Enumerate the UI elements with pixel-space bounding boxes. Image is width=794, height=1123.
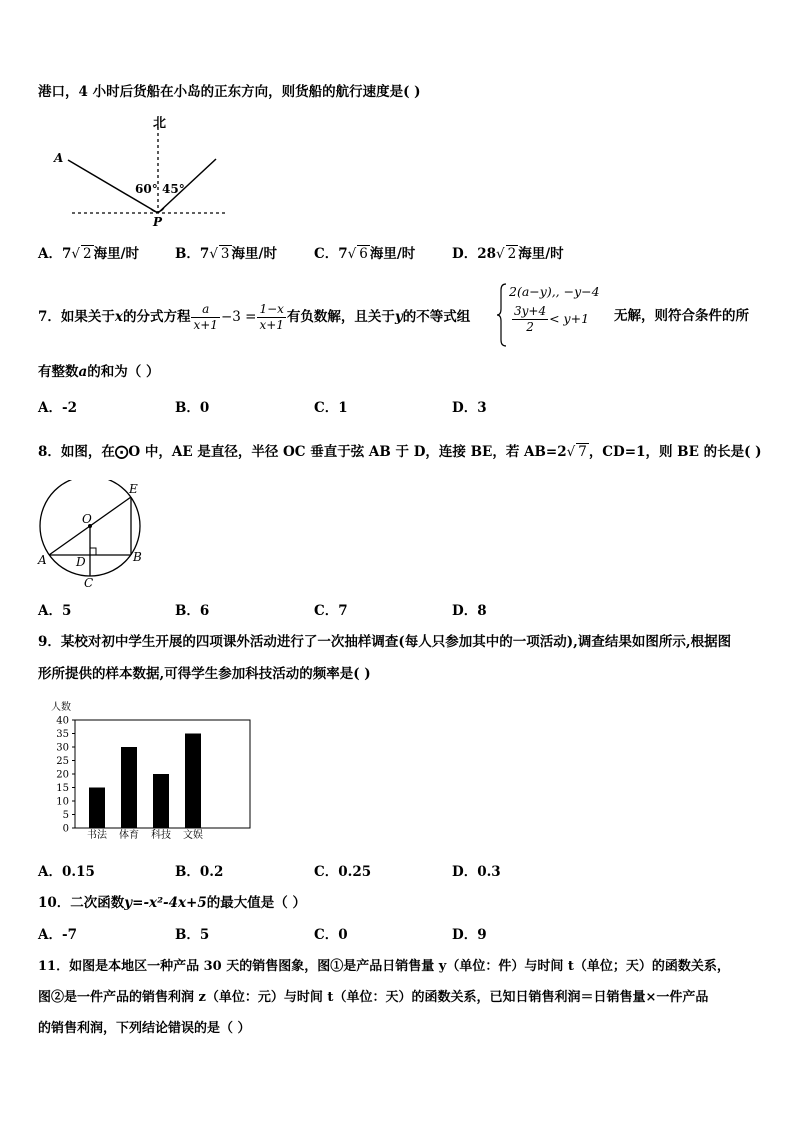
bar (121, 747, 137, 828)
q10-option-b: B．5 (175, 927, 210, 943)
bar (89, 788, 105, 829)
x-tick-label: 体育 (119, 830, 139, 841)
y-tick-label: 20 (56, 769, 69, 781)
q7-option-b: B．0 (175, 400, 210, 416)
q7-line1-tail: 无解，则符合条件的所 (614, 308, 749, 324)
q6-figure (50, 115, 235, 230)
q8-option-a: A．5 (38, 603, 72, 619)
q9-option-b: B．0.2 (175, 864, 224, 880)
label-b: B (133, 550, 142, 564)
y-tick-label: 40 (56, 715, 69, 727)
y-tick-label: 30 (56, 742, 69, 754)
bar (185, 734, 201, 829)
label-p: P (153, 215, 163, 229)
q9-option-a: A．0.15 (38, 864, 95, 880)
y-tick-label: 0 (62, 823, 69, 835)
q10-option-c: C．0 (314, 927, 348, 943)
q8-option-c: C．7 (314, 603, 348, 619)
angle-60-label: 60° (135, 182, 158, 196)
q11-line1: 11．如图是本地区一种产品 30 天的销售图象，图①是产品日销售量 y（单位：件）与时间 t（单位；天）的函数关系， (38, 959, 730, 974)
q6-text: 港口，4 小时后货船在小岛的正东方向，则货船的航行速度是( ) (38, 84, 421, 100)
q8-figure (34, 480, 154, 590)
q8-text: 8．如图，在⨀O 中，AE 是直径，半径 OC 垂直于弦 AB 于 D，连接 BE，若 AB=2√ 7 ，CD=1，则 BE 的长是( ) (38, 444, 762, 460)
q7-line1: 7．如果关于x的分式方程 $\frac{a}{x+1}$ −3 = $\frac{1-x}{x+1}$ 有负数解，且关于y的不等式组 (38, 302, 471, 332)
q9-line2: 形所提供的样本数据,可得学生参加科技活动的频率是( ) (38, 666, 371, 682)
label-a: A (54, 151, 64, 165)
q7-option-c: C．1 (314, 400, 348, 416)
q6-option-c: C．7√ 6 海里/时 (314, 246, 416, 262)
right-angle-mark (90, 548, 96, 555)
q7-option-a: A．-2 (38, 400, 77, 416)
q7-frac2: $\frac{1-x}{x+1}$ (259, 302, 284, 332)
q9-option-d: D．0.3 (452, 864, 501, 880)
y-tick-label: 35 (56, 729, 69, 740)
x-tick-label: 科技 (151, 830, 171, 841)
q10-option-d: D．9 (452, 927, 487, 943)
label-e: E (129, 482, 138, 496)
north-label: 北 (153, 116, 167, 131)
angle-45-label: 45° (162, 182, 185, 196)
q9-line1: 9．某校对初中学生开展的四项课外活动进行了一次抽样调查(每人只参加其中的一项活动),调查结果如图所示,根据图 (38, 634, 732, 650)
label-o: O (82, 512, 92, 526)
label-c: C (84, 576, 94, 590)
q11-line3: 的销售利润，下列结论错误的是（ ） (38, 1021, 251, 1036)
q10-option-a: A．-7 (38, 927, 77, 943)
q6-option-b: B．7√ 3 海里/时 (175, 246, 277, 262)
q8-option-b: B．6 (175, 603, 210, 619)
y-tick-label: 25 (56, 756, 69, 767)
y-tick-label: 5 (62, 810, 69, 821)
bar (153, 774, 169, 828)
label-d: D (76, 555, 86, 569)
y-tick-label: 15 (56, 783, 69, 794)
q7-ineq-frac: $\frac{3y+4}{2}$ (514, 304, 547, 334)
q11-line2: 图②是一件产品的销售利润 z（单位：元）与时间 t（单位：天）的函数关系，已知日销售利润＝日销售量×一件产品 (38, 990, 709, 1005)
q7-option-d: D．3 (452, 400, 487, 416)
q7-line2: 有整数a的和为（ ） (38, 364, 160, 380)
q7-frac1: $\frac{a}{x+1}$ (193, 302, 218, 332)
label-a: A (38, 553, 47, 567)
q9-bar-chart (40, 698, 255, 843)
q6-option-d: D．28√ 2 海里/时 (452, 246, 564, 262)
q6-option-a: A．7√ 2 海里/时 (38, 246, 140, 262)
q8-option-d: D．8 (452, 603, 487, 619)
left-brace-icon (497, 282, 507, 348)
x-tick-label: 书法 (87, 830, 107, 841)
y-tick-label: 10 (56, 796, 69, 808)
chart-ylabel: 人数 (51, 702, 71, 713)
x-tick-label: 文娱 (183, 830, 203, 841)
q9-option-c: C．0.25 (314, 864, 372, 880)
q10-text: 10．二次函数y=-x²-4x+5的最大值是（ ） (38, 895, 306, 911)
